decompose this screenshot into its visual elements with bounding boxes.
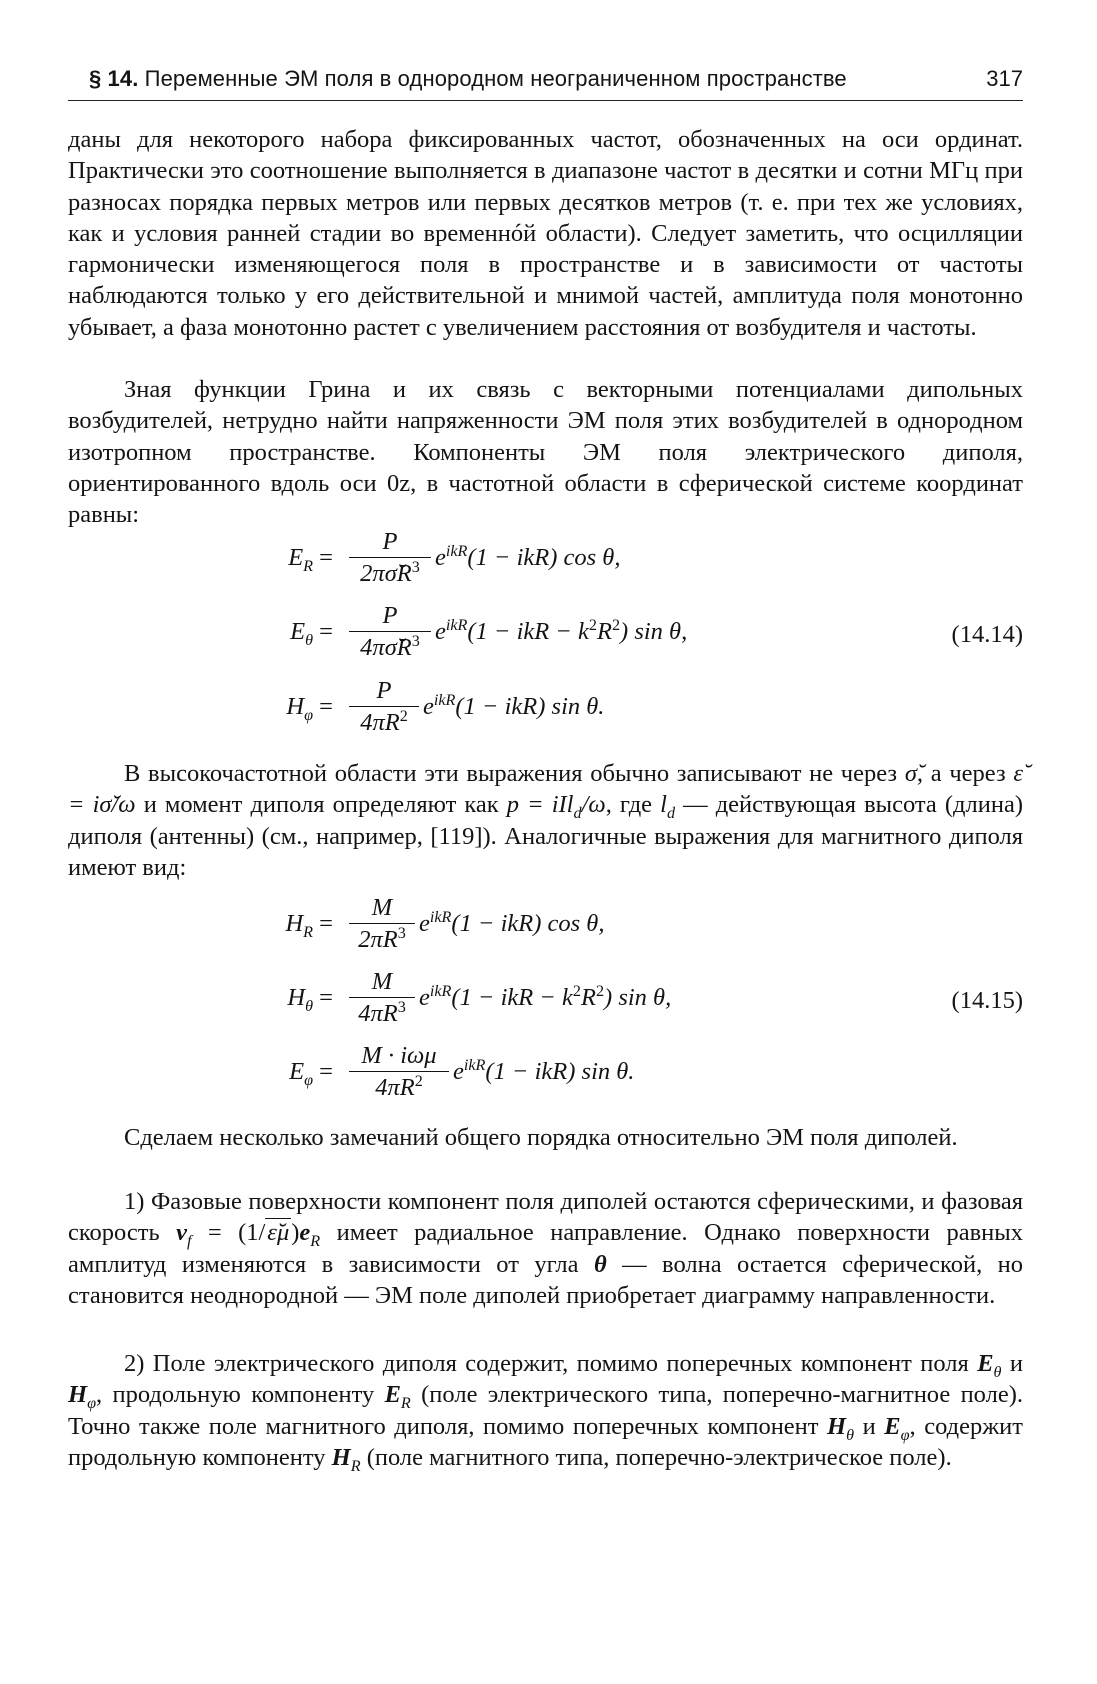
text-run: 1) Фазовые поверхности компонент поля диполей остаются сферическими, и фазовая скорость <box>68 1188 1023 1247</box>
denominator: 4πR <box>358 1000 398 1027</box>
lhs-subscript: θ <box>305 631 314 649</box>
text-run: , продольную компоненту <box>96 1381 385 1409</box>
subscript: θ <box>993 1363 1002 1381</box>
equation-number-14-15: (14.15) <box>951 987 1023 1014</box>
lhs-symbol: H <box>286 693 305 720</box>
paragraph-6 <box>68 1348 1023 1473</box>
fraction <box>349 676 419 739</box>
equation-tail: (1 − ikR) sin θ. <box>455 693 605 720</box>
fraction <box>349 1041 449 1104</box>
subscript: d <box>573 805 582 823</box>
equation-h-phi: $H_\varphi$ = $\frac{P}{4\pi R^2}$ $e^{ikR}(1 - ikR)$ sin θ. <box>243 676 863 748</box>
lhs-symbol: E <box>289 1058 305 1085</box>
lhs-subscript: R <box>303 923 314 941</box>
subscript: R <box>310 1233 321 1251</box>
text-run: — волна остается сферической, но становится неоднородной — ЭМ поле диполей приобретает диаграмму направленности. <box>68 1250 1023 1309</box>
equation-h-r: $H_R$ = $\frac{M}{2\pi R^3}$ $e^{ikR}(1 - ikR)$ cos θ, <box>243 893 863 965</box>
text-run: (поле магнитного типа, поперечно-электрическое поле). <box>360 1443 952 1471</box>
denominator: 2πR <box>358 926 398 953</box>
denominator-power: 3 <box>411 558 420 576</box>
equation-tail: (1 − ikR − k <box>451 984 573 1011</box>
exponent: ikR <box>429 982 452 1000</box>
denominator-power: 2 <box>414 1072 423 1090</box>
exponent: ikR <box>429 908 452 926</box>
equation-tail: R <box>596 618 612 645</box>
text-run: , а через <box>916 760 1014 787</box>
numerator: M <box>371 968 393 995</box>
e-phi-symbol: E <box>884 1412 901 1440</box>
denominator: 4πR <box>360 709 400 736</box>
equation-e-theta: $E_\theta$ = $\frac{P}{4\pi\sigmăR^3}$ $e^{ikR}(1$ − ikR − $k^2R^2$) sin θ, <box>243 601 863 673</box>
denominator-power: 3 <box>397 924 406 942</box>
running-head <box>68 62 1023 101</box>
phase-velocity-symbol: v <box>176 1219 187 1247</box>
text-run: 2) Поле электрического диполя содержит, помимо поперечных компонент поля <box>124 1350 978 1377</box>
paragraph-4: Сделаем несколько замечаний общего порядка относительно ЭМ поля диполей. <box>124 1124 958 1151</box>
h-r-symbol: H <box>331 1443 351 1471</box>
theta-symbol: θ <box>593 1250 607 1278</box>
square-root-argument: ε̆μ <box>267 1219 290 1247</box>
subscript: R <box>350 1457 361 1475</box>
h-phi-symbol: H <box>68 1381 88 1409</box>
equation-tail: R <box>580 984 596 1011</box>
lhs-subscript: φ <box>304 706 314 724</box>
equation-tail: (1 − ikR) cos θ, <box>451 910 605 937</box>
lhs-subscript: R <box>303 557 314 575</box>
text-run: имеет радиальное направление. Однако поверхности равных амплитуд изменяются в зависимости от угла <box>68 1219 1023 1278</box>
ld-symbol: l <box>660 791 667 819</box>
power: 2 <box>572 982 581 1000</box>
lhs-subscript: φ <box>304 1071 314 1089</box>
denominator-power: 2 <box>399 707 408 725</box>
moment-definition: p = iIl <box>506 791 574 819</box>
paragraph-3 <box>68 758 1023 883</box>
epsilon-definition: ε̆ = iσ̆/ω <box>68 760 1024 819</box>
subscript: R <box>400 1395 411 1413</box>
equation-e-r: $E_R$ = $\frac{P}{2\pi\sigmăR^3}$ $e^{ikR}(1 - ikR)$ cos θ, <box>243 527 863 599</box>
numerator: M · iωμ <box>361 1042 437 1069</box>
exponent: ikR <box>433 691 456 709</box>
paragraph-1: даны для некоторого набора фиксированных частот, обозначенных на оси ординат. Практически это соотношение выполняется в диапазоне частот в десятки и сотни МГц при разносах порядка первых метров или первых десятков метров (т. е. при тех же условиях, как и условия ранней стадии во временнóй области). Следует заметить, что осцилляции гармонически изменяющегося поля в пространстве и в зависимости от частоты наблюдаются только у его действительной и мнимой частей, амплитуда поля монотонно убывает, а фаза монотонно растет с увеличением расстояния от возбудителя и частоты. <box>68 126 1023 341</box>
fraction <box>349 967 415 1030</box>
denominator-power: 3 <box>411 632 420 650</box>
lhs-symbol: E <box>290 618 306 645</box>
power: 2 <box>595 982 605 1000</box>
numerator: M <box>371 894 393 921</box>
fraction <box>349 893 415 956</box>
sigma-symbol: σ̆ <box>904 760 917 787</box>
denominator: 2πσ̆R <box>360 560 412 587</box>
text-run: , содержит продольную компоненту <box>68 1412 1023 1471</box>
subscript: φ <box>900 1426 910 1444</box>
equation-tail: (1 − ikR) cos θ, <box>467 544 621 571</box>
numerator: P <box>382 528 398 555</box>
lhs-subscript: θ <box>305 997 314 1015</box>
section-mark: § 14. <box>89 66 139 91</box>
page-number: 317 <box>986 66 1023 91</box>
text-run: , где <box>605 791 661 819</box>
equation-tail: ) sin θ, <box>604 984 672 1011</box>
text-run: и <box>1001 1350 1023 1377</box>
denominator: 4πσ̆R <box>360 634 412 661</box>
section-title: Переменные ЭМ поля в однородном неограниченном пространстве <box>144 66 847 91</box>
power: 2 <box>588 616 597 634</box>
formula-part: ) <box>291 1219 300 1247</box>
text-run: — действующая высота (длина) диполя (антенны) (см., например, [119]). Аналогичные выражения для магнитного диполя имеют вид: <box>68 791 1023 881</box>
subscript: d <box>666 805 676 823</box>
formula-part: = (1/ <box>191 1219 266 1247</box>
exponent: ikR <box>445 542 468 560</box>
power: 2 <box>611 616 621 634</box>
denominator-power: 3 <box>397 998 406 1016</box>
subscript: φ <box>87 1395 97 1413</box>
equation-tail: (1 − ikR) sin θ. <box>485 1058 635 1085</box>
numerator: P <box>382 602 398 629</box>
text-run: и <box>854 1412 885 1440</box>
section-heading <box>89 66 847 92</box>
fraction <box>349 601 431 664</box>
equation-tail: (1 − ikR − k <box>467 618 589 645</box>
e-r-symbol: E <box>384 1381 401 1409</box>
denominator: 4πR <box>375 1074 415 1101</box>
text-run: и момент диполя определяют как <box>135 791 507 819</box>
equation-h-theta: $H_\theta$ = $\frac{M}{4\pi R^3}$ $e^{ikR}(1$ − ikR − $k^2R^2$) sin θ, <box>243 967 863 1039</box>
text-run: В высокочастотной области эти выражения обычно записывают не через <box>124 760 905 787</box>
equation-e-phi: $E_\varphi$ = M · iωμ $4\pi R^2$ $e^{ikR}(1 - ikR)$ sin θ. <box>243 1041 863 1113</box>
equation-number-14-14: (14.14) <box>951 621 1023 648</box>
numerator: P <box>376 677 392 704</box>
e-theta-symbol: E <box>977 1350 994 1377</box>
lhs-symbol: H <box>287 984 306 1011</box>
book-page <box>68 0 1023 1684</box>
exponent: ikR <box>463 1056 486 1074</box>
exponent: ikR <box>445 616 468 634</box>
lhs-symbol: E <box>288 544 304 571</box>
h-theta-symbol: H <box>827 1412 847 1440</box>
lhs-symbol: H <box>285 910 304 937</box>
unit-vector-symbol: e <box>299 1219 311 1247</box>
subscript: f <box>186 1233 192 1251</box>
text-run: (поле электрического типа, поперечно-магнитное поле). Точно также поле магнитного диполя, помимо поперечных компонент <box>68 1381 1023 1440</box>
equation-tail: ) sin θ, <box>620 618 688 645</box>
paragraph-5 <box>68 1186 1023 1311</box>
subscript: θ <box>846 1426 855 1444</box>
paragraph-2: Зная функции Грина и их связь с векторными потенциалами дипольных возбудителей, нетрудно найти напряженности ЭМ поля этих возбудителей в однородном изотропном пространстве. Компоненты ЭМ поля электрического диполя, ориентированного вдоль оси 0z, в частотной области в сферической системе координат равны: <box>68 376 1023 529</box>
moment-definition-tail: /ω <box>581 791 606 819</box>
fraction <box>349 527 431 590</box>
